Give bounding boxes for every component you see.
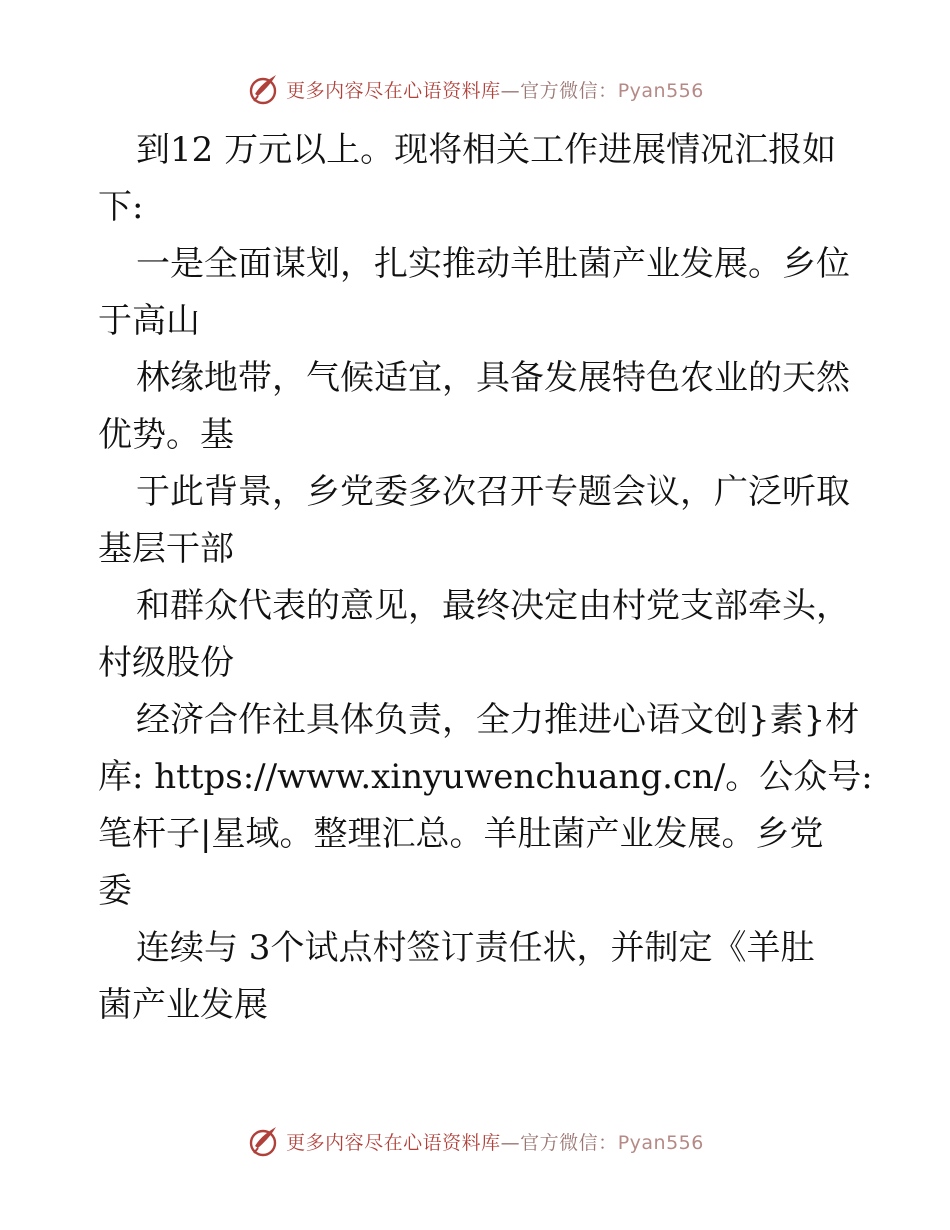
body-text-line: 基层干部 <box>98 529 234 569</box>
header-wechat-id: Pyan556 <box>617 79 704 102</box>
header-brand-text: 更多内容尽在心语资料库 <box>286 79 501 102</box>
body-text-line: 经济合作社具体负责，全力推进心语文创}素}材 <box>136 700 860 740</box>
footer-brand-text: 更多内容尽在心语资料库 <box>286 1131 501 1154</box>
body-text-line: 于高山 <box>98 301 200 341</box>
quill-pen-logo-icon <box>246 72 280 106</box>
footer-separator: — <box>500 1131 521 1154</box>
body-text-line: 林缘地带，气候适宜，具备发展特色农业的天然 <box>136 358 850 398</box>
page-footer-banner <box>0 1124 950 1158</box>
body-text-line: 于此背景，乡党委多次召开专题会议，广泛听取 <box>136 472 850 512</box>
quill-pen-logo-icon <box>246 1124 280 1158</box>
footer-wechat-id: Pyan556 <box>617 1131 704 1154</box>
body-text-line: 菌产业发展 <box>98 985 268 1025</box>
footer-wechat-label: 官方微信： <box>520 1131 618 1154</box>
body-text-line: 村级股份 <box>98 643 234 683</box>
header-separator: — <box>500 79 521 102</box>
document-body <box>98 122 873 1034</box>
body-text-line: 连续与 3个试点村签订责任状，并制定《羊肚 <box>136 928 815 968</box>
body-text-line: 库: https://www.xinyuwenchuang.cn/。公众号: <box>98 757 873 797</box>
header-watermark-text <box>286 76 704 103</box>
body-text-line: 下: <box>98 187 144 227</box>
page-header-banner <box>0 72 950 106</box>
body-text-line: 和群众代表的意见，最终决定由村党支部牵头， <box>136 586 850 626</box>
body-text-line: 优势。基 <box>98 415 234 455</box>
header-wechat-label: 官方微信： <box>520 79 618 102</box>
body-text-line: 委 <box>98 871 132 911</box>
footer-watermark-text <box>286 1128 704 1155</box>
body-text-line: 一是全面谋划，扎实推动羊肚菌产业发展。乡位 <box>136 244 850 284</box>
body-text-line: 笔杆子|星域。整理汇总。羊肚菌产业发展。乡党 <box>98 814 824 854</box>
body-text-line: 到12 万元以上。现将相关工作进展情况汇报如 <box>136 130 837 170</box>
